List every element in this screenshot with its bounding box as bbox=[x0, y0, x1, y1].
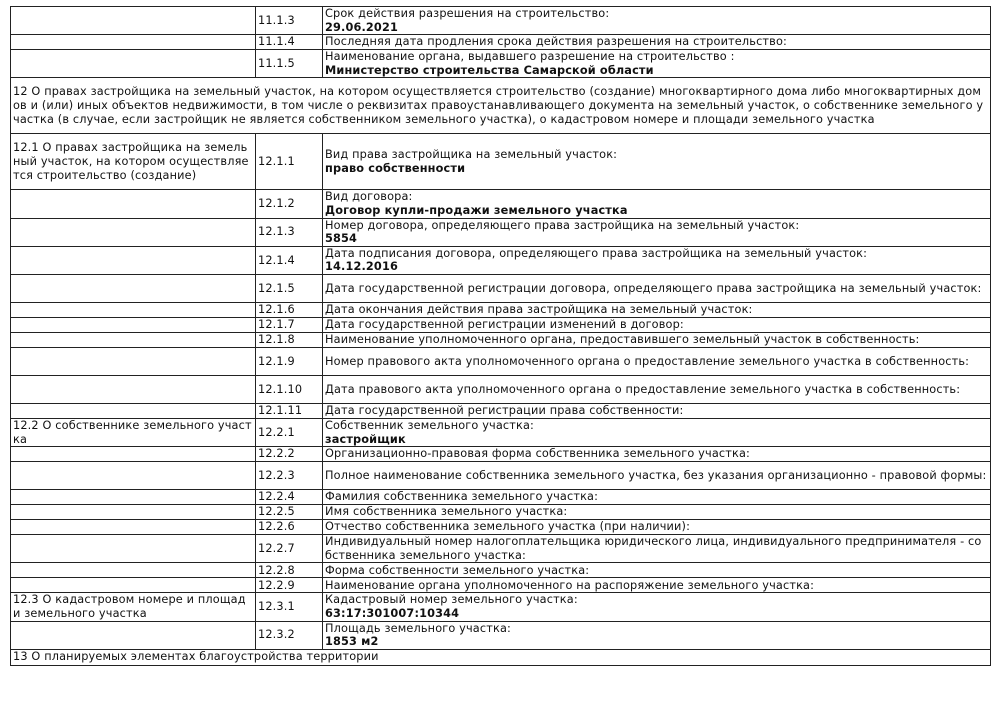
item-description bbox=[323, 505, 991, 520]
item-number: 12.3.1 bbox=[256, 593, 323, 621]
item-description bbox=[323, 7, 991, 35]
item-label: Дата подписания договора, определяющего права застройщика на земельный участок: bbox=[325, 246, 868, 260]
item-value: Договор купли-продажи земельного участка bbox=[325, 203, 628, 217]
item-label: Форма собственности земельного участка: bbox=[325, 563, 590, 577]
item-number: 12.1.4 bbox=[256, 246, 323, 274]
item-value: Министерство строительства Самарской области bbox=[325, 63, 654, 77]
item-label: Номер правового акта уполномоченного органа о предоставление земельного участка в собственность: bbox=[325, 354, 970, 368]
table-row bbox=[11, 246, 991, 274]
item-value: застройщик bbox=[325, 432, 406, 446]
table-row bbox=[11, 505, 991, 520]
group-cell bbox=[11, 274, 256, 302]
item-description bbox=[323, 347, 991, 375]
group-cell bbox=[11, 462, 256, 490]
table-row bbox=[11, 520, 991, 535]
item-label: Дата государственной регистрации права собственности: bbox=[325, 404, 684, 418]
item-number: 12.1.5 bbox=[256, 274, 323, 302]
item-number: 12.2.8 bbox=[256, 563, 323, 578]
item-number: 12.1.1 bbox=[256, 134, 323, 190]
item-number: 12.2.6 bbox=[256, 520, 323, 535]
item-number: 12.1.8 bbox=[256, 332, 323, 347]
item-label: Вид права застройщика на земельный участок: bbox=[325, 148, 618, 162]
item-description bbox=[323, 190, 991, 218]
item-label: Собственник земельного участка: bbox=[325, 418, 535, 432]
group-cell bbox=[11, 578, 256, 593]
item-label: Имя собственника земельного участка: bbox=[325, 505, 568, 519]
item-description bbox=[323, 375, 991, 403]
group-cell bbox=[11, 332, 256, 347]
item-value: 5854 bbox=[325, 232, 358, 246]
table-row bbox=[11, 302, 991, 317]
item-number: 12.1.11 bbox=[256, 403, 323, 418]
item-description bbox=[323, 563, 991, 578]
item-value: 29.06.2021 bbox=[325, 20, 398, 34]
item-description bbox=[323, 621, 991, 649]
item-value: право собственности bbox=[325, 161, 466, 175]
group-cell bbox=[11, 520, 256, 535]
table-row bbox=[11, 134, 991, 190]
item-label: Площадь земельного участка: bbox=[325, 621, 511, 635]
group-cell bbox=[11, 375, 256, 403]
group-cell bbox=[11, 246, 256, 274]
item-value: 63:17:301007:10344 bbox=[325, 606, 460, 620]
item-number: 12.2.9 bbox=[256, 578, 323, 593]
item-description bbox=[323, 520, 991, 535]
item-number: 11.1.5 bbox=[256, 50, 323, 78]
item-number: 12.2.3 bbox=[256, 462, 323, 490]
item-number: 11.1.4 bbox=[256, 35, 323, 50]
item-description bbox=[323, 317, 991, 332]
subsection-12-3-title: 12.3 О кадастровом номере и площади земельного участка bbox=[11, 593, 256, 621]
table-row bbox=[11, 50, 991, 78]
item-description bbox=[323, 447, 991, 462]
table-row bbox=[11, 462, 991, 490]
group-cell bbox=[11, 7, 256, 35]
item-label: Срок действия разрешения на строительство: bbox=[325, 7, 610, 20]
group-cell bbox=[11, 621, 256, 649]
table-row bbox=[11, 35, 991, 50]
table-row bbox=[11, 621, 991, 649]
table-row bbox=[11, 375, 991, 403]
group-cell bbox=[11, 505, 256, 520]
item-number: 11.1.3 bbox=[256, 7, 323, 35]
table-row bbox=[11, 447, 991, 462]
group-cell bbox=[11, 447, 256, 462]
table-row bbox=[11, 563, 991, 578]
item-value: 1853 м2 bbox=[325, 635, 379, 649]
item-description bbox=[323, 246, 991, 274]
subsection-12-1-title: 12.1 О правах застройщика на земельный участок, на котором осуществляется строительство (создание) bbox=[11, 134, 256, 190]
item-label: Наименование органа, выдавшего разрешение на строительство : bbox=[325, 50, 735, 64]
group-cell bbox=[11, 490, 256, 505]
item-description bbox=[323, 274, 991, 302]
item-label: Наименование уполномоченного органа, предоставившего земельный участок в собственность: bbox=[325, 333, 920, 347]
item-label: Организационно-правовая форма собственника земельного участка: bbox=[325, 447, 750, 461]
group-cell bbox=[11, 317, 256, 332]
item-number: 12.2.5 bbox=[256, 505, 323, 520]
item-number: 12.1.3 bbox=[256, 218, 323, 246]
item-description bbox=[323, 490, 991, 505]
table-row bbox=[11, 418, 991, 446]
table-row bbox=[11, 403, 991, 418]
table-row bbox=[11, 218, 991, 246]
table-row bbox=[11, 190, 991, 218]
table-row bbox=[11, 490, 991, 505]
item-label: Полное наименование собственника земельного участка, без указания организационно - правовой формы: bbox=[325, 468, 987, 482]
item-description bbox=[323, 35, 991, 50]
item-label: Дата государственной регистрации договора, определяющего права застройщика на земельный участок: bbox=[325, 281, 982, 295]
group-cell bbox=[11, 302, 256, 317]
item-description bbox=[323, 302, 991, 317]
item-number: 12.2.7 bbox=[256, 535, 323, 563]
item-description bbox=[323, 535, 991, 563]
item-number: 12.1.2 bbox=[256, 190, 323, 218]
item-label: Индивидуальный номер налогоплательщика юридического лица, индивидуального предпринимателя - собственника земельного участка: bbox=[325, 535, 982, 562]
item-description bbox=[323, 462, 991, 490]
item-label: Вид договора: bbox=[325, 190, 413, 204]
item-label: Последняя дата продления срока действия разрешения на строительство: bbox=[325, 35, 787, 49]
group-cell bbox=[11, 535, 256, 563]
item-label: Номер договора, определяющего права застройщика на земельный участок: bbox=[325, 218, 800, 232]
group-cell bbox=[11, 35, 256, 50]
section-header-row bbox=[11, 78, 991, 134]
item-number: 12.1.10 bbox=[256, 375, 323, 403]
item-label: Отчество собственника земельного участка (при наличии): bbox=[325, 520, 691, 534]
subsection-12-2-title: 12.2 О собственнике земельного участка bbox=[11, 418, 256, 446]
table-row bbox=[11, 347, 991, 375]
item-description bbox=[323, 50, 991, 78]
item-number: 12.3.2 bbox=[256, 621, 323, 649]
item-value: 14.12.2016 bbox=[325, 260, 398, 274]
table-row bbox=[11, 535, 991, 563]
item-label: Дата государственной регистрации изменений в договор: bbox=[325, 318, 684, 332]
item-description bbox=[323, 593, 991, 621]
item-description bbox=[323, 418, 991, 446]
table-row bbox=[11, 317, 991, 332]
table-row bbox=[11, 7, 991, 35]
item-number: 12.1.7 bbox=[256, 317, 323, 332]
item-label: Наименование органа уполномоченного на распоряжение земельного участка: bbox=[325, 578, 815, 592]
item-number: 12.2.1 bbox=[256, 418, 323, 446]
group-cell bbox=[11, 563, 256, 578]
group-cell bbox=[11, 347, 256, 375]
section-13-title: 13 О планируемых элементах благоустройства территории bbox=[11, 649, 991, 665]
group-cell bbox=[11, 190, 256, 218]
section-12-title: 12 О правах застройщика на земельный участок, на котором осуществляется строительство (создание) многоквартирного дома либо многоквартирных домов и (или) иных объектов недвижимости, в том числе о реквизитах правоустанавливающего документа на земельный участок, о собственнике земельного участка (в случае, если застройщик не является собственником земельного участка), о кадастровом номере и площади земельного участка bbox=[11, 78, 991, 134]
item-description bbox=[323, 403, 991, 418]
item-description bbox=[323, 218, 991, 246]
table-row bbox=[11, 593, 991, 621]
group-cell bbox=[11, 218, 256, 246]
group-cell bbox=[11, 50, 256, 78]
item-description bbox=[323, 578, 991, 593]
item-label: Фамилия собственника земельного участка: bbox=[325, 490, 599, 504]
item-description bbox=[323, 332, 991, 347]
declaration-table bbox=[10, 6, 991, 666]
table-row bbox=[11, 578, 991, 593]
item-number: 12.2.2 bbox=[256, 447, 323, 462]
item-number: 12.1.6 bbox=[256, 302, 323, 317]
table-row bbox=[11, 332, 991, 347]
group-cell bbox=[11, 403, 256, 418]
item-label: Кадастровый номер земельного участка: bbox=[325, 593, 578, 607]
item-label: Дата окончания действия права застройщика на земельный участок: bbox=[325, 303, 753, 317]
item-number: 12.2.4 bbox=[256, 490, 323, 505]
item-label: Дата правового акта уполномоченного органа о предоставление земельного участка в собственность: bbox=[325, 382, 961, 396]
item-number: 12.1.9 bbox=[256, 347, 323, 375]
table-row bbox=[11, 274, 991, 302]
item-description bbox=[323, 134, 991, 190]
section-header-row bbox=[11, 649, 991, 665]
